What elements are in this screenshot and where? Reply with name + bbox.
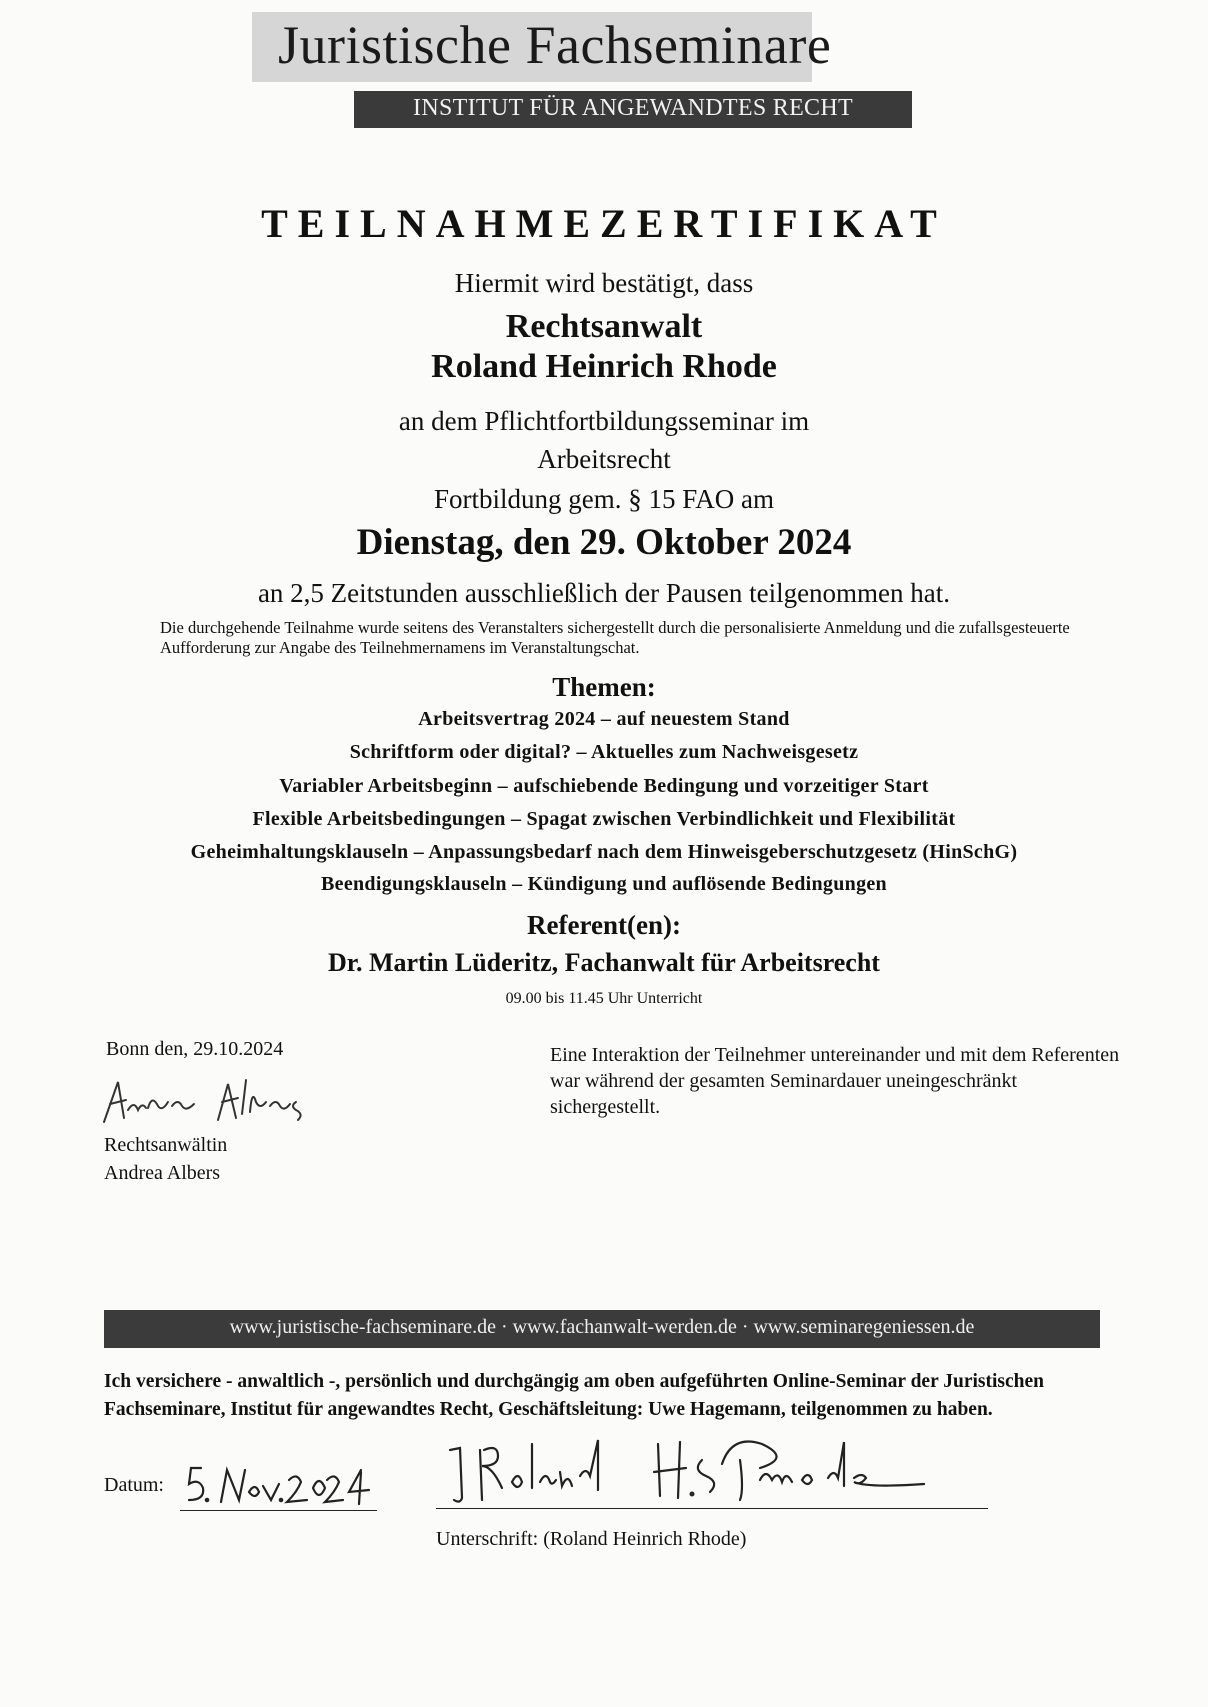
seminar-line-3: Fortbildung gem. § 15 FAO am <box>434 484 774 514</box>
topic-item: Beendigungsklauseln – Kündigung und auflösende Bedingungen <box>321 873 887 895</box>
logo-subtitle: INSTITUT FÜR ANGEWANDTES RECHT <box>413 95 853 121</box>
topic-item: Variabler Arbeitsbeginn – aufschiebende Bedingung und vorzeitiger Start <box>279 775 929 797</box>
hours-line: an 2,5 Zeitstunden ausschließlich der Pausen teilgenommen hat. <box>257 578 951 608</box>
attendance-note: Die durchgehende Teilnahme wurde seitens des Veranstalters sichergestellt durch die personalisierte Anmeldung und die zufallsgesteuerte Aufforderung zur Angabe des Teilnehmernamens im Veranstaltungschat. <box>160 618 1070 657</box>
signature-line <box>436 1508 988 1509</box>
topic-item: Geheimhaltungsklauseln – Anpassungsbedarf nach dem Hinweisgeberschutzgesetz (HinSchG) <box>190 841 1018 863</box>
datum-line <box>180 1510 377 1511</box>
datum-label: Datum: <box>104 1474 164 1496</box>
datum-handwritten <box>185 1462 375 1513</box>
topic-item: Schriftform oder digital? – Aktuelles zum Nachweisgesetz <box>349 741 859 763</box>
signature-roland-rhode <box>440 1420 960 1515</box>
certificate-intro: Hiermit wird bestätigt, dass <box>454 268 754 298</box>
topic-item: Flexible Arbeitsbedingungen – Spagat zwischen Verbindlichkeit und Flexibilität <box>252 808 956 830</box>
themes-heading: Themen: <box>552 672 656 702</box>
seminar-line-1: an dem Pflichtfortbildungsseminar im <box>398 406 810 436</box>
signature-caption: Unterschrift: (Roland Heinrich Rhode) <box>436 1528 747 1550</box>
participant-title: Rechtsanwalt <box>505 308 703 345</box>
signer-name: Andrea Albers <box>104 1162 221 1184</box>
place-date: Bonn den, 29.10.2024 <box>106 1038 284 1060</box>
seminar-line-2: Arbeitsrecht <box>537 444 671 474</box>
referent-name: Dr. Martin Lüderitz, Fachanwalt für Arbeitsrecht <box>328 948 880 977</box>
signer-role: Rechtsanwältin <box>104 1134 228 1156</box>
logo-title: Juristische Fachseminare <box>278 15 832 75</box>
signature-andrea-albers <box>100 1070 330 1135</box>
certificate-title: TEILNAHMEZERTIFIKAT <box>261 201 947 246</box>
class-time: 09.00 bis 11.45 Uhr Unterricht <box>505 990 703 1007</box>
assurance-text: Ich versichere - anwaltlich -, persönlich und durchgängig am oben aufgeführten Online-Seminar der Juristischen Fachseminare, Institut für angewandtes Recht, Geschäftsleitung: Uwe Hagemann, teilgenommen zu haben. <box>104 1371 1045 1420</box>
seminar-date: Dienstag, den 29. Oktober 2024 <box>356 522 852 563</box>
interaction-note: Eine Interaktion der Teilnehmer untereinander und mit dem Referenten war während der gesamten Seminardauer uneingeschränkt sichergestellt. <box>550 1044 1120 1118</box>
referent-heading: Referent(en): <box>527 910 681 940</box>
participant-name: Roland Heinrich Rhode <box>431 348 777 385</box>
footer-links: www.juristische-fachseminare.de · www.fachanwalt-werden.de · www.seminaregeniessen.de <box>229 1316 975 1338</box>
topic-item: Arbeitsvertrag 2024 – auf neuestem Stand <box>418 708 790 730</box>
